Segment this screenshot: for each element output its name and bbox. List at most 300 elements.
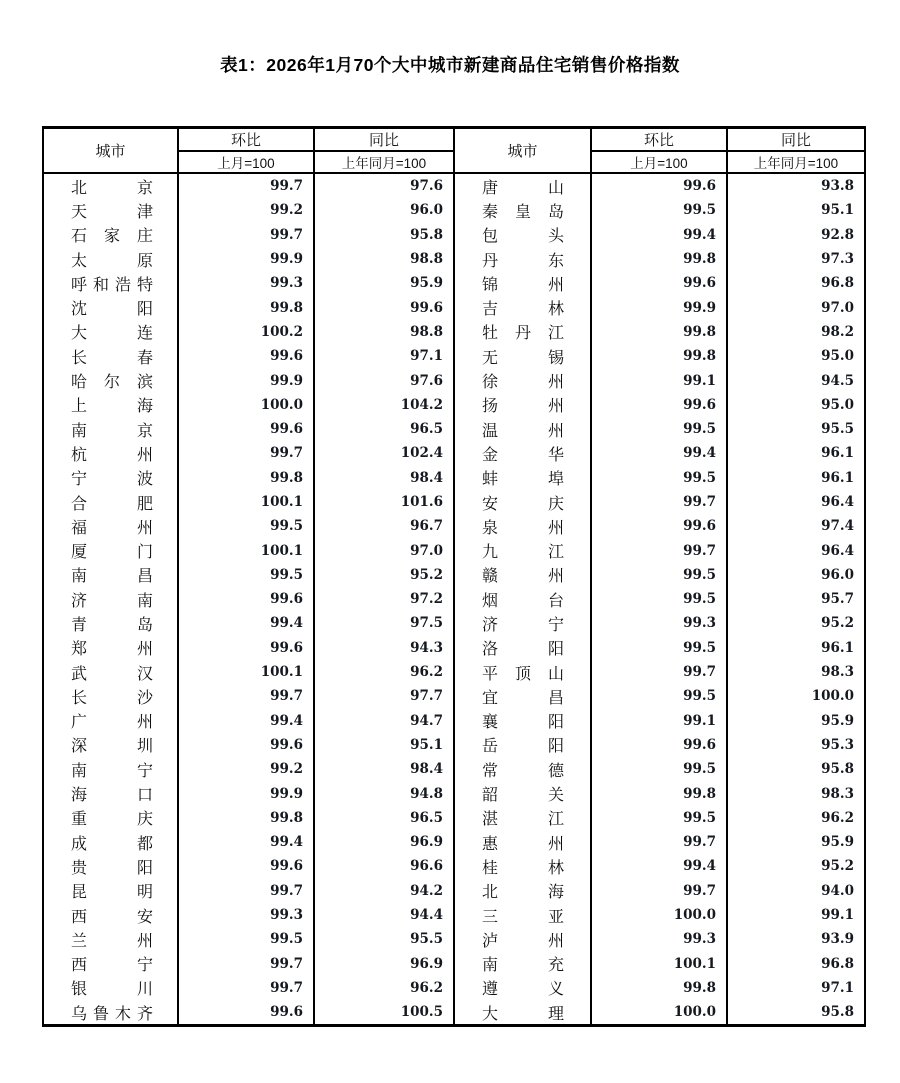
table-row: [43, 247, 865, 271]
city-cell-left: [43, 684, 178, 708]
table-row: [43, 1000, 865, 1026]
city-cell-left: [43, 587, 178, 611]
yoy-value-left: 99.6: [314, 295, 454, 319]
city-cell-right: [454, 830, 591, 854]
mom-value-left: 100.2: [178, 320, 314, 344]
city-cell-right: [454, 806, 591, 830]
yoy-value-left: 96.7: [314, 514, 454, 538]
price-index-table: [42, 126, 866, 1027]
city-name-right: 襄阳: [482, 714, 564, 732]
yoy-value-right: 97.3: [727, 247, 865, 271]
city-cell-left: [43, 466, 178, 490]
table-row: [43, 368, 865, 392]
mom-value-right: 99.1: [591, 709, 727, 733]
yoy-value-left: 96.0: [314, 198, 454, 222]
mom-value-right: 99.5: [591, 757, 727, 781]
mom-value-left: 99.2: [178, 198, 314, 222]
city-cell-left: [43, 173, 178, 198]
city-name-right: 岳阳: [482, 738, 564, 756]
city-cell-left: [43, 538, 178, 562]
city-cell-right: [454, 173, 591, 198]
city-name-left: 西宁: [71, 957, 153, 975]
city-name-right: 宜昌: [482, 689, 564, 707]
mom-value-right: 99.5: [591, 806, 727, 830]
city-name-left: 石家庄: [71, 228, 153, 246]
city-name-right: 九江: [482, 544, 564, 562]
city-cell-left: [43, 927, 178, 951]
yoy-value-right: 99.1: [727, 903, 865, 927]
city-cell-left: [43, 223, 178, 247]
mom-value-left: 99.3: [178, 903, 314, 927]
city-name-right: 南充: [482, 957, 564, 975]
city-cell-left: [43, 295, 178, 319]
city-name-left: 乌鲁木齐: [71, 1005, 153, 1023]
city-cell-right: [454, 927, 591, 951]
city-name-right: 吉林: [482, 301, 564, 319]
header-yoy-left: 同比: [314, 128, 454, 152]
table-row: [43, 441, 865, 465]
city-cell-right: [454, 660, 591, 684]
table-row: [43, 757, 865, 781]
city-name-right: 秦皇岛: [482, 203, 564, 221]
table-row: [43, 927, 865, 951]
city-name-left: 海口: [71, 787, 153, 805]
table-row: [43, 344, 865, 368]
city-name-right: 惠州: [482, 835, 564, 853]
mom-value-left: 99.6: [178, 417, 314, 441]
mom-value-right: 100.0: [591, 1000, 727, 1026]
table-row: [43, 903, 865, 927]
table-row: [43, 393, 865, 417]
mom-value-right: 100.0: [591, 903, 727, 927]
city-name-left: 郑州: [71, 641, 153, 659]
city-cell-right: [454, 417, 591, 441]
mom-value-left: 99.9: [178, 368, 314, 392]
mom-value-right: 99.7: [591, 490, 727, 514]
city-cell-left: [43, 781, 178, 805]
city-cell-right: [454, 903, 591, 927]
city-cell-left: [43, 563, 178, 587]
city-name-left: 南京: [71, 422, 153, 440]
city-name-right: 徐州: [482, 374, 564, 392]
city-cell-left: [43, 879, 178, 903]
yoy-value-right: 96.1: [727, 466, 865, 490]
mom-value-left: 99.4: [178, 709, 314, 733]
city-cell-left: [43, 344, 178, 368]
city-name-left: 深圳: [71, 738, 153, 756]
table-row: [43, 952, 865, 976]
header-city-left: 城市: [43, 128, 178, 174]
city-cell-right: [454, 976, 591, 1000]
table-row: [43, 223, 865, 247]
table-row: [43, 660, 865, 684]
city-name-left: 杭州: [71, 446, 153, 464]
city-cell-right: [454, 757, 591, 781]
yoy-value-right: 96.1: [727, 441, 865, 465]
city-cell-left: [43, 490, 178, 514]
city-cell-right: [454, 538, 591, 562]
yoy-value-right: 96.8: [727, 952, 865, 976]
city-cell-left: [43, 709, 178, 733]
yoy-value-left: 94.3: [314, 636, 454, 660]
city-name-right: 遵义: [482, 981, 564, 999]
yoy-value-left: 96.5: [314, 417, 454, 441]
mom-value-left: 99.6: [178, 1000, 314, 1026]
city-name-right: 常德: [482, 762, 564, 780]
city-name-left: 长春: [71, 349, 153, 367]
yoy-value-left: 96.9: [314, 830, 454, 854]
city-name-left: 哈尔滨: [71, 374, 153, 392]
yoy-value-left: 94.7: [314, 709, 454, 733]
city-cell-right: [454, 709, 591, 733]
table-row: [43, 563, 865, 587]
city-cell-right: [454, 611, 591, 635]
mom-value-left: 99.2: [178, 757, 314, 781]
city-name-right: 金华: [482, 446, 564, 464]
yoy-value-left: 95.1: [314, 733, 454, 757]
city-cell-left: [43, 854, 178, 878]
mom-value-right: 99.8: [591, 247, 727, 271]
yoy-value-left: 97.2: [314, 587, 454, 611]
yoy-value-right: 95.0: [727, 344, 865, 368]
table-body: [43, 173, 865, 1026]
table-row: [43, 173, 865, 198]
city-cell-left: [43, 660, 178, 684]
mom-value-left: 99.7: [178, 952, 314, 976]
yoy-value-left: 96.2: [314, 976, 454, 1000]
mom-value-right: 99.6: [591, 271, 727, 295]
city-cell-left: [43, 514, 178, 538]
mom-value-right: 99.6: [591, 733, 727, 757]
mom-value-right: 99.6: [591, 514, 727, 538]
yoy-value-right: 100.0: [727, 684, 865, 708]
city-cell-right: [454, 320, 591, 344]
city-cell-left: [43, 417, 178, 441]
yoy-value-right: 96.4: [727, 538, 865, 562]
yoy-value-right: 94.0: [727, 879, 865, 903]
city-cell-left: [43, 198, 178, 222]
mom-value-left: 100.1: [178, 490, 314, 514]
yoy-value-left: 100.5: [314, 1000, 454, 1026]
city-cell-left: [43, 903, 178, 927]
mom-value-left: 99.5: [178, 514, 314, 538]
city-name-right: 无锡: [482, 349, 564, 367]
mom-value-left: 99.5: [178, 563, 314, 587]
city-cell-left: [43, 976, 178, 1000]
city-cell-left: [43, 757, 178, 781]
mom-value-left: 99.7: [178, 441, 314, 465]
city-name-left: 昆明: [71, 884, 153, 902]
mom-value-right: 99.7: [591, 830, 727, 854]
yoy-value-left: 98.4: [314, 466, 454, 490]
city-name-right: 牡丹江: [482, 325, 564, 343]
yoy-value-right: 95.5: [727, 417, 865, 441]
yoy-value-right: 95.2: [727, 854, 865, 878]
mom-value-left: 99.8: [178, 466, 314, 490]
city-name-right: 泸州: [482, 932, 564, 950]
yoy-value-right: 98.3: [727, 781, 865, 805]
mom-value-right: 99.6: [591, 393, 727, 417]
yoy-value-right: 96.1: [727, 636, 865, 660]
mom-value-left: 100.0: [178, 393, 314, 417]
city-name-right: 平顶山: [482, 665, 564, 683]
city-name-left: 南昌: [71, 568, 153, 586]
yoy-value-right: 96.4: [727, 490, 865, 514]
yoy-value-right: 98.3: [727, 660, 865, 684]
city-cell-right: [454, 684, 591, 708]
yoy-value-left: 98.4: [314, 757, 454, 781]
table-row: [43, 781, 865, 805]
yoy-value-right: 93.8: [727, 173, 865, 198]
yoy-value-left: 96.9: [314, 952, 454, 976]
mom-value-left: 99.9: [178, 247, 314, 271]
yoy-value-left: 94.4: [314, 903, 454, 927]
yoy-value-left: 96.2: [314, 660, 454, 684]
table-row: [43, 684, 865, 708]
city-name-right: 包头: [482, 228, 564, 246]
yoy-value-right: 95.7: [727, 587, 865, 611]
city-cell-left: [43, 271, 178, 295]
city-cell-right: [454, 563, 591, 587]
city-cell-left: [43, 320, 178, 344]
yoy-value-right: 96.0: [727, 563, 865, 587]
city-name-left: 太原: [71, 252, 153, 270]
city-cell-left: [43, 1000, 178, 1026]
city-cell-right: [454, 393, 591, 417]
city-name-left: 沈阳: [71, 301, 153, 319]
yoy-value-left: 95.5: [314, 927, 454, 951]
yoy-value-right: 94.5: [727, 368, 865, 392]
table-row: [43, 636, 865, 660]
table-row: [43, 538, 865, 562]
yoy-value-left: 96.6: [314, 854, 454, 878]
header-yoy-base-left: 上年同月=100: [314, 151, 454, 173]
header-mom-base-right: 上月=100: [591, 151, 727, 173]
city-name-left: 上海: [71, 398, 153, 416]
mom-value-right: 99.5: [591, 198, 727, 222]
yoy-value-left: 104.2: [314, 393, 454, 417]
yoy-value-right: 95.8: [727, 757, 865, 781]
city-cell-right: [454, 733, 591, 757]
city-name-left: 银川: [71, 981, 153, 999]
yoy-value-right: 95.3: [727, 733, 865, 757]
city-name-left: 重庆: [71, 811, 153, 829]
city-cell-right: [454, 344, 591, 368]
yoy-value-right: 97.4: [727, 514, 865, 538]
header-mom-right: 环比: [591, 128, 727, 152]
city-cell-left: [43, 247, 178, 271]
mom-value-left: 99.6: [178, 636, 314, 660]
city-cell-right: [454, 587, 591, 611]
city-name-right: 扬州: [482, 398, 564, 416]
table-row: [43, 295, 865, 319]
city-name-left: 广州: [71, 714, 153, 732]
city-name-left: 北京: [71, 179, 153, 197]
city-name-right: 赣州: [482, 568, 564, 586]
mom-value-right: 99.7: [591, 538, 727, 562]
mom-value-left: 99.7: [178, 976, 314, 1000]
city-name-left: 南宁: [71, 762, 153, 780]
table-row: [43, 879, 865, 903]
city-name-left: 呼和浩特: [71, 276, 153, 294]
city-name-right: 大理: [482, 1005, 564, 1023]
mom-value-right: 99.8: [591, 976, 727, 1000]
mom-value-right: 99.5: [591, 684, 727, 708]
city-cell-left: [43, 636, 178, 660]
city-cell-right: [454, 223, 591, 247]
mom-value-left: 99.7: [178, 173, 314, 198]
city-name-left: 合肥: [71, 495, 153, 513]
city-name-left: 大连: [71, 325, 153, 343]
yoy-value-left: 98.8: [314, 320, 454, 344]
city-name-left: 宁波: [71, 471, 153, 489]
city-name-right: 济宁: [482, 616, 564, 634]
yoy-value-left: 97.7: [314, 684, 454, 708]
yoy-value-left: 95.2: [314, 563, 454, 587]
mom-value-right: 99.8: [591, 344, 727, 368]
yoy-value-right: 95.1: [727, 198, 865, 222]
city-cell-right: [454, 198, 591, 222]
table-row: [43, 514, 865, 538]
page: [0, 52, 900, 1027]
city-name-right: 桂林: [482, 859, 564, 877]
city-cell-right: [454, 295, 591, 319]
mom-value-left: 99.3: [178, 271, 314, 295]
yoy-value-left: 95.9: [314, 271, 454, 295]
mom-value-left: 99.6: [178, 733, 314, 757]
city-name-left: 西安: [71, 908, 153, 926]
city-name-right: 洛阳: [482, 641, 564, 659]
mom-value-left: 100.1: [178, 538, 314, 562]
city-name-right: 温州: [482, 422, 564, 440]
city-name-right: 锦州: [482, 276, 564, 294]
city-cell-right: [454, 490, 591, 514]
city-name-left: 福州: [71, 519, 153, 537]
city-cell-right: [454, 1000, 591, 1026]
city-name-right: 湛江: [482, 811, 564, 829]
mom-value-left: 99.8: [178, 806, 314, 830]
mom-value-left: 99.7: [178, 684, 314, 708]
mom-value-right: 99.5: [591, 587, 727, 611]
yoy-value-left: 101.6: [314, 490, 454, 514]
table-row: [43, 466, 865, 490]
city-name-left: 武汉: [71, 665, 153, 683]
mom-value-right: 99.5: [591, 636, 727, 660]
mom-value-right: 99.7: [591, 660, 727, 684]
mom-value-right: 100.1: [591, 952, 727, 976]
table-row: [43, 587, 865, 611]
mom-value-right: 99.3: [591, 927, 727, 951]
yoy-value-right: 97.1: [727, 976, 865, 1000]
mom-value-right: 99.9: [591, 295, 727, 319]
city-cell-right: [454, 368, 591, 392]
yoy-value-left: 97.1: [314, 344, 454, 368]
table-row: [43, 271, 865, 295]
city-name-right: 韶关: [482, 787, 564, 805]
table-row: [43, 611, 865, 635]
yoy-value-left: 96.5: [314, 806, 454, 830]
city-name-left: 青岛: [71, 616, 153, 634]
yoy-value-left: 97.5: [314, 611, 454, 635]
city-cell-left: [43, 611, 178, 635]
header-city-right: 城市: [454, 128, 591, 174]
city-name-right: 安庆: [482, 495, 564, 513]
city-name-left: 长沙: [71, 689, 153, 707]
table-row: [43, 830, 865, 854]
yoy-value-left: 102.4: [314, 441, 454, 465]
mom-value-right: 99.8: [591, 320, 727, 344]
city-name-right: 丹东: [482, 252, 564, 270]
city-cell-right: [454, 441, 591, 465]
yoy-value-left: 97.0: [314, 538, 454, 562]
city-cell-right: [454, 514, 591, 538]
mom-value-left: 99.6: [178, 854, 314, 878]
header-row-1: [43, 128, 865, 152]
yoy-value-left: 97.6: [314, 368, 454, 392]
city-cell-left: [43, 441, 178, 465]
yoy-value-left: 95.8: [314, 223, 454, 247]
city-cell-left: [43, 830, 178, 854]
header-mom-base-left: 上月=100: [178, 151, 314, 173]
city-cell-left: [43, 806, 178, 830]
mom-value-right: 99.1: [591, 368, 727, 392]
yoy-value-left: 94.8: [314, 781, 454, 805]
city-name-left: 厦门: [71, 544, 153, 562]
city-cell-right: [454, 781, 591, 805]
yoy-value-right: 95.0: [727, 393, 865, 417]
mom-value-left: 99.7: [178, 879, 314, 903]
yoy-value-left: 97.6: [314, 173, 454, 198]
table-row: [43, 417, 865, 441]
city-name-right: 蚌埠: [482, 471, 564, 489]
mom-value-left: 99.4: [178, 830, 314, 854]
mom-value-left: 99.4: [178, 611, 314, 635]
mom-value-left: 99.6: [178, 587, 314, 611]
city-cell-right: [454, 854, 591, 878]
city-name-right: 三亚: [482, 908, 564, 926]
city-cell-left: [43, 952, 178, 976]
yoy-value-right: 92.8: [727, 223, 865, 247]
city-cell-right: [454, 952, 591, 976]
yoy-value-right: 95.8: [727, 1000, 865, 1026]
city-name-left: 贵阳: [71, 859, 153, 877]
city-name-left: 兰州: [71, 932, 153, 950]
mom-value-left: 99.7: [178, 223, 314, 247]
mom-value-right: 99.4: [591, 854, 727, 878]
page-title: 表1：2026年1月70个大中城市新建商品住宅销售价格指数: [220, 55, 680, 75]
mom-value-left: 99.9: [178, 781, 314, 805]
yoy-value-right: 93.9: [727, 927, 865, 951]
city-name-right: 泉州: [482, 519, 564, 537]
city-name-left: 天津: [71, 203, 153, 221]
table-row: [43, 320, 865, 344]
header-yoy-base-right: 上年同月=100: [727, 151, 865, 173]
yoy-value-right: 95.2: [727, 611, 865, 635]
city-name-right: 烟台: [482, 592, 564, 610]
table-row: [43, 854, 865, 878]
city-cell-left: [43, 368, 178, 392]
table-row: [43, 198, 865, 222]
mom-value-right: 99.7: [591, 879, 727, 903]
table-row: [43, 733, 865, 757]
yoy-value-left: 98.8: [314, 247, 454, 271]
mom-value-left: 99.5: [178, 927, 314, 951]
city-name-right: 北海: [482, 884, 564, 902]
table-row: [43, 709, 865, 733]
table-row: [43, 490, 865, 514]
mom-value-right: 99.5: [591, 417, 727, 441]
yoy-value-right: 95.9: [727, 830, 865, 854]
